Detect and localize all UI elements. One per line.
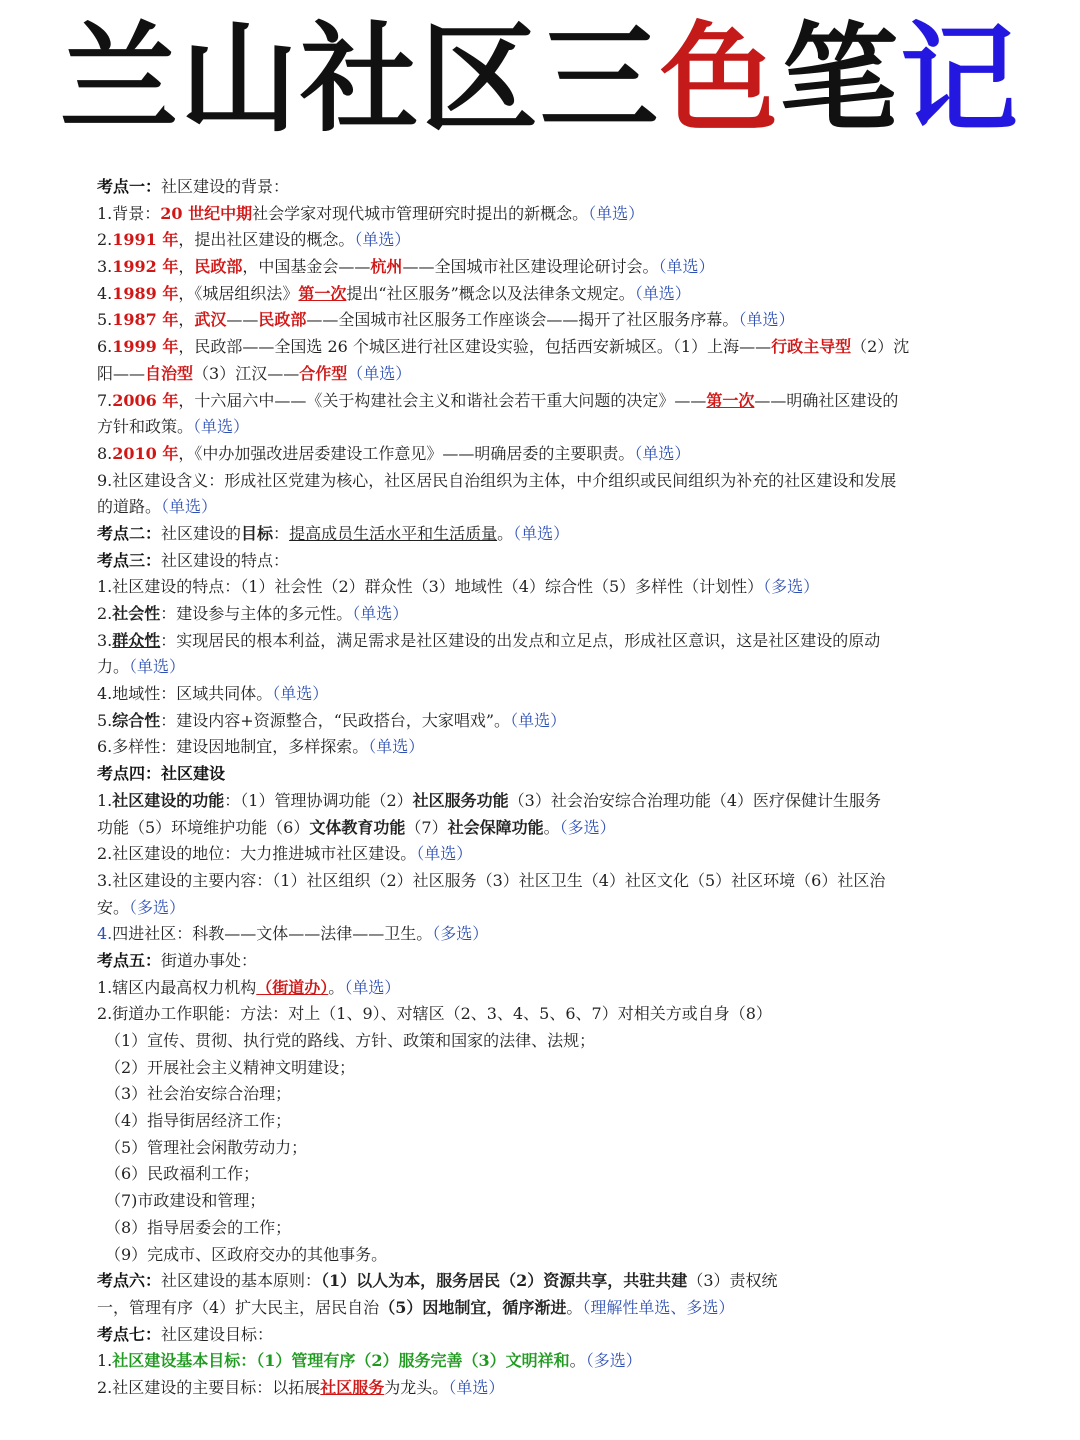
note-text: （1）以人为本，服务居民（2）资源共享，共驻共建: [321, 1271, 688, 1291]
note-text: 安。: [97, 897, 130, 917]
note-text: （多选）: [129, 897, 186, 917]
note-text: （单选）: [510, 710, 567, 730]
note-text: 社区建设的背景：: [161, 177, 290, 196]
note-text: 考点七：: [97, 1324, 162, 1344]
title-part-3: 笔: [780, 10, 901, 148]
note-text: ，《中办加强改进居委建设工作意见》——明确居委的主要职责。: [178, 443, 635, 463]
note-text: 民政部: [258, 310, 307, 330]
note-text: ，中国基金会——: [242, 257, 371, 277]
note-line: [97, 201, 997, 228]
note-text: 4.: [97, 283, 113, 303]
note-text: 社区服务功能: [412, 790, 509, 810]
note-text: 第一次: [706, 390, 755, 410]
note-line: [97, 388, 997, 415]
note-text: （5）因地制宜，循序渐进: [379, 1297, 567, 1317]
note-text: 第一次: [298, 283, 347, 303]
note-line: [97, 895, 997, 922]
note-text: （7)市政建设和管理；: [105, 1191, 266, 1211]
note-text: 目标: [241, 523, 274, 543]
note-text: 一，管理有序（4）扩大民主，居民自治: [97, 1297, 380, 1317]
note-line: [97, 734, 997, 761]
note-text: 社区建设的: [161, 523, 242, 543]
note-text: 1.辖区内最高权力机构: [97, 977, 257, 997]
note-text: 1.: [97, 1351, 113, 1371]
note-text: ：建设参与主体的多元性。: [160, 604, 353, 623]
note-text: 6.多样性：建设因地制宜，多样探索。: [97, 737, 369, 757]
note-text: （多选）: [763, 577, 820, 597]
note-line: [97, 1108, 997, 1135]
note-text: 社会性: [112, 604, 161, 623]
note-text: 功能（5）环境维护功能（6）: [97, 817, 310, 837]
note-text: 为龙头。: [384, 1377, 449, 1397]
note-line: [97, 307, 997, 334]
note-text: 考点四：社区建设: [97, 764, 226, 784]
note-line: [97, 788, 997, 815]
note-text: 2.街道办工作职能：方法：对上（1、9）、对辖区（2、3、4、5、6、7）对相关方或自身（8）: [97, 1004, 772, 1024]
note-line: [97, 1001, 997, 1028]
note-text: （单选）: [738, 310, 795, 330]
note-text: 考点二：: [97, 523, 162, 543]
note-text: ：（1）管理协调功能（2）: [224, 790, 413, 810]
note-text: （2）沈: [851, 337, 910, 357]
note-text: （多选）: [585, 1351, 642, 1371]
note-line: [97, 414, 997, 441]
note-text: （9）完成市、区政府交办的其他事务。: [105, 1244, 388, 1264]
note-text: ，十六届六中——《关于构建社会主义和谐社会若干重大问题的决定》——: [178, 390, 707, 410]
note-text: 考点五：: [97, 950, 162, 970]
note-text: （单选）: [354, 230, 411, 250]
note-text: 2.社区建设的地位：大力推进城市社区建设。: [97, 844, 417, 864]
note-text: （单选）: [513, 523, 570, 543]
note-text: 1991 年: [112, 230, 179, 250]
note-text: 方针和政策。: [97, 417, 194, 437]
note-text: （单选）: [634, 283, 691, 303]
note-text: 阳——: [97, 363, 146, 383]
note-text: 。: [328, 977, 345, 997]
note-text: 2.: [97, 230, 113, 250]
note-text: 社区建设目标：: [161, 1324, 274, 1344]
note-text: （7）: [405, 817, 448, 837]
note-line: [97, 254, 997, 281]
note-text: ——: [226, 310, 259, 330]
note-line: [97, 841, 997, 868]
note-line: [97, 601, 997, 628]
note-text: 9.社区建设含义：形成社区党建为核心，社区居民自治组织为主体，中介组织或民间组织为补充的社区建设和发展: [97, 470, 897, 490]
note-text: 合作型: [299, 363, 348, 383]
note-text: （单选）: [448, 1377, 505, 1397]
note-text: （单选）: [416, 844, 473, 864]
note-text: 1989 年: [112, 283, 179, 303]
note-text: 的道路。: [97, 497, 162, 517]
note-line: [97, 1215, 997, 1242]
note-line: [97, 1081, 997, 1108]
note-line: [97, 1268, 997, 1295]
note-text: ：: [273, 523, 290, 543]
note-text: 四进社区：科教——文体——法律——卫生。: [112, 924, 433, 944]
note-text: 5.: [97, 310, 113, 330]
note-line: [97, 1188, 997, 1215]
note-text: 6.: [97, 337, 113, 357]
note-line: [97, 494, 997, 521]
note-text: 杭州: [370, 257, 403, 277]
note-line: [97, 1295, 997, 1322]
note-text: 社区建设的功能: [112, 790, 225, 810]
note-line: [97, 1375, 997, 1402]
note-text: 5.: [97, 710, 113, 730]
note-text: 3.: [97, 630, 113, 650]
note-line: [97, 574, 997, 601]
note-line: [97, 948, 997, 975]
note-line: [97, 1242, 997, 1269]
note-text: 社区建设的特点：: [161, 550, 290, 570]
note-text: （单选）: [588, 203, 645, 223]
note-text: ——明确社区建设的: [754, 390, 899, 410]
note-line: [97, 281, 997, 308]
note-line: [97, 1322, 997, 1349]
note-text: 武汉: [194, 310, 227, 330]
note-text: 考点三：: [97, 550, 162, 570]
note-text: （3）社会治安综合治理；: [105, 1084, 292, 1104]
note-text: 3.社区建设的主要内容：（1）社区组织（2）社区服务（3）社区卫生（4）社区文化（5）社区环境（6）社区治: [97, 870, 886, 890]
note-text: ，: [178, 257, 195, 277]
note-text: （单选）: [352, 604, 409, 623]
note-text: （单选）: [368, 737, 425, 757]
note-text: 社会学家对现代城市管理研究时提出的新概念。: [252, 203, 589, 223]
note-text: ，民政部——全国选 26 个城区进行社区建设实验，包括西安新城区。（1）上海——: [178, 337, 772, 357]
note-line: [97, 708, 997, 735]
note-text: 2.: [97, 604, 113, 623]
note-text: （多选）: [432, 924, 489, 944]
note-text: 4.: [97, 924, 113, 944]
note-text: 社区建设基本目标：（1）管理有序（2）服务完善（3）文明祥和: [112, 1351, 570, 1371]
note-text: （单选）: [161, 497, 218, 517]
note-line: [97, 334, 997, 361]
note-line: [97, 1028, 997, 1055]
note-text: （多选）: [559, 817, 616, 837]
note-text: （单选）: [658, 257, 715, 277]
note-text: 群众性: [112, 630, 161, 650]
note-text: 行政主导型: [771, 337, 852, 357]
note-text: 考点六：: [97, 1271, 162, 1291]
note-text: （单选）: [347, 363, 412, 383]
note-line: [97, 174, 997, 201]
note-line: [97, 921, 997, 948]
note-line: [97, 1055, 997, 1082]
note-text: ，《城居组织法》: [178, 283, 299, 303]
note-text: （2）开展社会主义精神文明建设；: [105, 1057, 356, 1077]
note-text: 1992 年: [112, 257, 179, 277]
note-text: 综合性: [112, 710, 161, 730]
note-line: [97, 868, 997, 895]
note-text: 文体教育功能: [309, 817, 406, 837]
note-text: （3）江汉——: [193, 363, 300, 383]
note-text: 提高成员生活水平和生活质量: [289, 523, 498, 543]
note-text: 2006 年: [112, 390, 179, 410]
note-text: （单选）: [344, 977, 401, 997]
note-line: [97, 628, 997, 655]
note-text: （5）管理社会闲散劳动力；: [105, 1137, 308, 1157]
note-text: ，: [178, 310, 195, 330]
note-line: [97, 761, 997, 788]
note-text: 提出“社区服务”概念以及法律条文规定。: [346, 283, 635, 303]
title-part-2: 色: [659, 10, 780, 148]
note-text: 4.地域性：区域共同体。: [97, 684, 273, 704]
note-text: （单选）: [129, 657, 186, 677]
note-text: ：实现居民的根本利益，满足需求是社区建设的出发点和立足点，形成社区意识，这是社区建设的原动: [160, 630, 881, 650]
note-text: 20 世纪中期: [160, 203, 253, 223]
note-text: （单选）: [193, 417, 250, 437]
note-text: （8）指导居委会的工作；: [105, 1217, 292, 1237]
note-text: （单选）: [634, 443, 691, 463]
note-text: 2010 年: [112, 443, 179, 463]
note-text: 。: [543, 817, 560, 837]
notes-body: [97, 174, 997, 1402]
note-text: （街道办）: [256, 977, 329, 997]
note-text: 1.社区建设的特点：（1）社会性（2）群众性（3）地域性（4）综合性（5）多样性（计划性）: [97, 577, 764, 597]
note-text: 社区服务: [320, 1377, 385, 1397]
note-line: [97, 521, 997, 548]
note-line: [97, 815, 997, 842]
note-line: [97, 441, 997, 468]
note-line: [97, 681, 997, 708]
note-text: 1.: [97, 790, 113, 810]
note-text: （4）指导街居经济工作；: [105, 1111, 292, 1131]
note-line: [97, 1161, 997, 1188]
note-text: 。: [497, 523, 514, 543]
note-text: 社会保障功能: [447, 817, 544, 837]
note-text: 。: [566, 1297, 583, 1317]
note-text: 3.: [97, 257, 113, 277]
note-text: 街道办事处：: [161, 950, 258, 970]
note-text: ——全国城市社区建设理论研讨会。: [402, 257, 659, 277]
note-text: （3）责权统: [687, 1271, 778, 1291]
note-text: 。: [569, 1351, 586, 1371]
note-text: 力。: [97, 657, 130, 677]
note-text: 自治型: [145, 363, 194, 383]
note-text: 7.: [97, 390, 113, 410]
note-text: 民政部: [194, 257, 243, 277]
note-line: [97, 1135, 997, 1162]
note-text: ：建设内容+资源整合，“民政搭台，大家唱戏”。: [160, 710, 511, 730]
note-line: [97, 468, 997, 495]
note-text: ——全国城市社区服务工作座谈会——揭开了社区服务序幕。: [306, 310, 739, 330]
note-text: （理解性单选、多选）: [582, 1297, 735, 1317]
note-text: （1）宣传、贯彻、执行党的路线、方针、政策和国家的法律、法规；: [105, 1031, 596, 1050]
note-line: [97, 975, 997, 1002]
note-line: [97, 227, 997, 254]
note-text: （6）民政福利工作；: [105, 1164, 260, 1184]
note-line: [97, 548, 997, 575]
note-line: [97, 361, 997, 388]
note-text: 1987 年: [112, 310, 179, 330]
note-text: （单选）: [272, 684, 329, 704]
title-part-1: 兰山社区三: [59, 10, 660, 148]
note-text: ，提出社区建设的概念。: [178, 230, 355, 250]
note-text: 考点一：: [97, 177, 162, 196]
title-part-4: 记: [900, 10, 1021, 148]
note-text: 8.: [97, 443, 113, 463]
note-text: 1.背景：: [97, 203, 161, 223]
note-text: （3）社会治安综合治理功能（4）医疗保健计生服务: [508, 790, 882, 810]
note-line: [97, 654, 997, 681]
note-text: 社区建设的基本原则：: [161, 1271, 322, 1291]
page-title: [0, 10, 1080, 148]
note-line: [97, 1348, 997, 1375]
note-text: 2.社区建设的主要目标：以拓展: [97, 1377, 321, 1397]
note-text: 1999 年: [112, 337, 179, 357]
